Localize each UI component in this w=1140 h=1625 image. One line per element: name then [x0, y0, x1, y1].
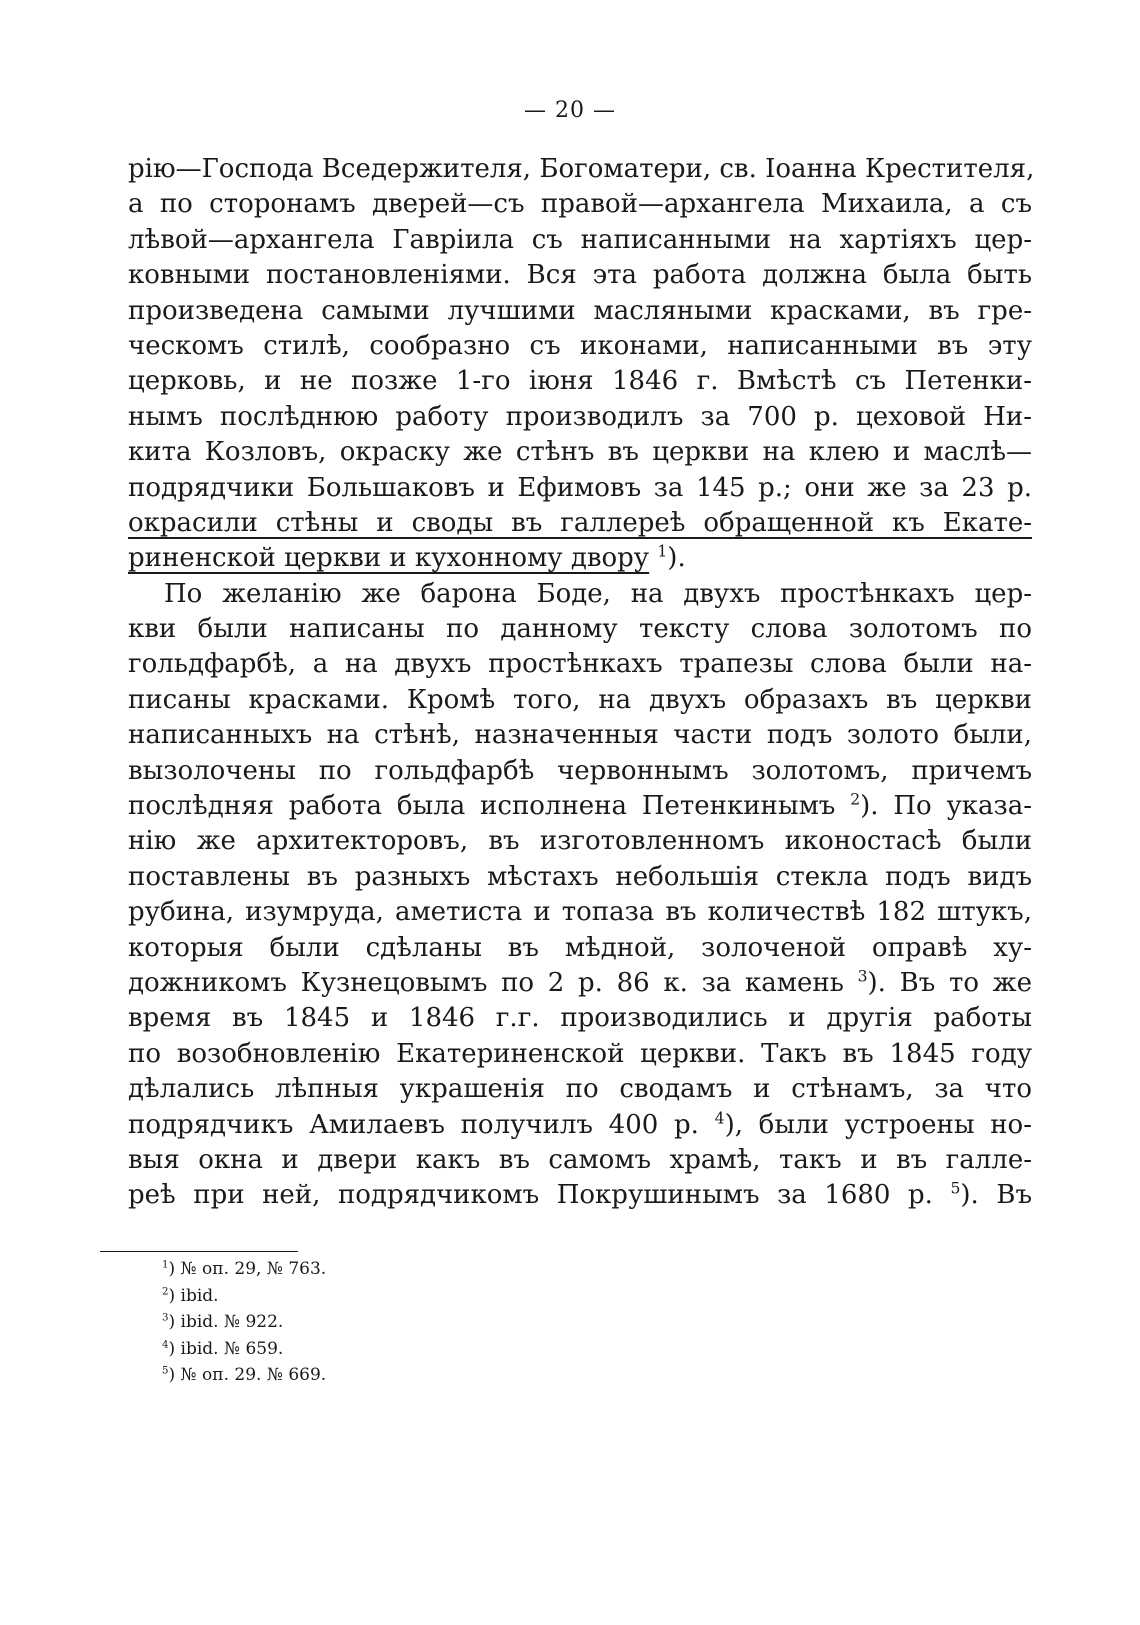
text-line: гольдфарбѣ, а на двухъ простѣнкахъ трапезы слова были на-: [128, 649, 1032, 680]
footnote-item: [162, 1283, 762, 1310]
text-line: поставлены въ разныхъ мѣстахъ небольшія стекла подъ видъ: [128, 861, 1032, 892]
footnote-mark: 1: [162, 1259, 169, 1271]
text-line: кита Козловъ, окраску же стѣнъ въ церкви на клею и маслѣ—: [128, 437, 1032, 468]
footnote-mark: 3: [162, 1312, 169, 1324]
text-line: рію—Господа Вседержителя, Богоматери, св. Іоанна Крестителя,: [128, 154, 1035, 184]
text-segment: подрядчикъ Амилаевъ получилъ 400 р.: [128, 1109, 699, 1140]
footnote-item: [162, 1309, 762, 1336]
text-tail: ), были устроены но-: [724, 1109, 1032, 1140]
footnotes: [162, 1256, 762, 1389]
footnote-mark: 4: [162, 1338, 169, 1350]
text-line: [128, 1178, 1032, 1213]
footnote-text: ) № оп. 29. № 669.: [168, 1365, 327, 1385]
text-tail: ).: [667, 543, 686, 574]
text-line: лѣвой—архангела Гавріила съ написанными на хартіяхъ цер-: [128, 224, 1032, 255]
main-text: [128, 152, 1035, 1214]
text-line: рубина, изумруда, аметиста и топаза въ количествѣ 182 штукъ,: [128, 897, 1032, 928]
footnote-item: [162, 1362, 762, 1389]
text-line: время въ 1845 и 1846 г.г. производились и другія работы: [128, 1003, 1032, 1034]
footnote-text: ) № оп. 29, № 763.: [168, 1259, 327, 1279]
footnote-ref: 5: [950, 1179, 961, 1198]
footnote-ref: 3: [857, 967, 868, 986]
text-line: по возобновленію Екатериненской церкви. Такъ въ 1845 году: [128, 1038, 1032, 1069]
underlined-text-line: окрасили стѣны и своды въ галлереѣ обращенной къ Екате-: [128, 507, 1032, 538]
text-tail: ). По указа-: [860, 791, 1033, 822]
text-line: произведена самыми лучшими масляными красками, въ гре-: [128, 295, 1032, 326]
text-line: выя окна и двери какъ въ самомъ храмѣ, такъ и въ галле-: [128, 1144, 1032, 1175]
text-line: а по сторонамъ дверей—съ правой—архангела Михаила, а съ: [128, 189, 1032, 220]
footnote-mark: 2: [162, 1285, 169, 1297]
footnote-item: [162, 1256, 762, 1283]
footnote-item: [162, 1336, 762, 1363]
text-line: которыя были сдѣланы въ мѣдной, золоченой оправѣ ху-: [128, 932, 1032, 963]
text-line: [128, 541, 1032, 576]
text-line: ковными постановленіями. Вся эта работа должна была быть: [128, 260, 1032, 291]
text-segment: послѣдняя работа была исполнена Петенкинымъ: [128, 791, 836, 822]
footnote-ref: 1: [657, 542, 668, 561]
footnote-mark: 5: [162, 1365, 169, 1377]
text-line: [128, 1108, 1032, 1143]
underlined-text: риненской церкви и кухонному двору: [128, 543, 650, 574]
text-tail: ). Въ: [960, 1180, 1032, 1211]
paragraph-start-line: По желанію же барона Боде, на двухъ простѣнкахъ цер-: [164, 578, 1032, 609]
text-line: нымъ послѣднюю работу производилъ за 700 р. цеховой Ни-: [128, 401, 1032, 432]
text-tail: ). Въ то же: [867, 967, 1032, 998]
text-line: кви были написаны по данному тексту слова золотомъ по: [128, 614, 1032, 645]
footnote-text: ) ibid.: [168, 1285, 219, 1306]
text-line: подрядчики Большаковъ и Ефимовъ за 145 р.; они же за 23 р.: [128, 472, 1032, 503]
footnote-ref: 4: [714, 1108, 725, 1127]
text-line: дѣлались лѣпныя украшенія по сводамъ и стѣнамъ, за что: [128, 1074, 1032, 1105]
text-line: [128, 966, 1032, 1001]
page-number: — 20 —: [524, 98, 616, 123]
footnote-divider: [100, 1251, 298, 1252]
text-segment: дожникомъ Кузнецовымъ по 2 р. 86 к. за камень: [128, 967, 844, 998]
text-line: писаны красками. Кромѣ того, на двухъ образахъ въ церкви: [128, 684, 1032, 715]
text-line: вызолочены по гольдфарбѣ червоннымъ золотомъ, причемъ: [128, 755, 1032, 786]
text-line: ческомъ стилѣ, сообразно съ иконами, написанными въ эту: [128, 330, 1032, 361]
footnote-ref: 2: [850, 790, 861, 809]
footnote-text: ) ibid. № 659.: [168, 1338, 284, 1359]
text-line: написанныхъ на стѣнѣ, назначенныя части подъ золото были,: [128, 720, 1032, 751]
footnote-text: ) ibid. № 922.: [168, 1312, 284, 1332]
text-line: [128, 789, 1032, 824]
text-segment: реѣ при ней, подрядчикомъ Покрушинымъ за 1680 р.: [128, 1180, 933, 1211]
text-line: церковь, и не позже 1-го іюня 1846 г. Вмѣстѣ съ Петенки-: [128, 366, 1032, 397]
text-line: нію же архитекторовъ, въ изготовленномъ иконостасѣ были: [128, 826, 1032, 857]
